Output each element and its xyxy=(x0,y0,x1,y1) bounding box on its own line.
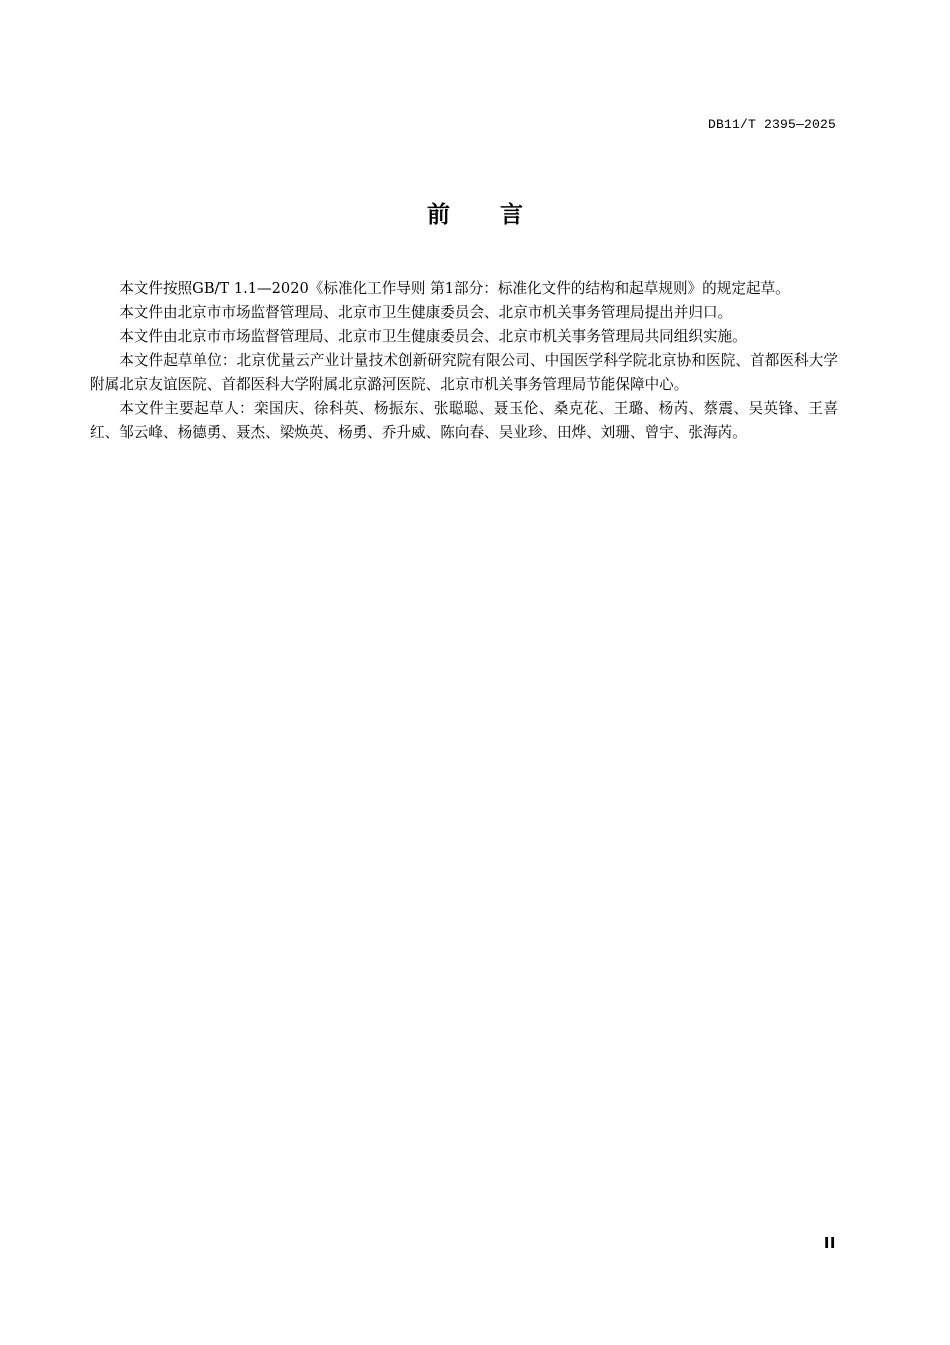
foreword-body xyxy=(90,277,838,445)
paragraph-drafters: 本文件主要起草人：栾国庆、徐科英、杨振东、张聪聪、聂玉伦、桑克花、王璐、杨芮、蔡震、吴英锋、王喜红、邹云峰、杨德勇、聂杰、梁焕英、杨勇、乔升威、陈向春、吴业珍、田烨、刘珊、曾宇、张海芮。 xyxy=(90,400,838,441)
paragraph-implementer: 本文件由北京市市场监督管理局、北京市卫生健康委员会、北京市机关事务管理局共同组织实施。 xyxy=(119,328,747,345)
paragraph-drafting-units: 本文件起草单位：北京优量云产业计量技术创新研究院有限公司、中国医学科学院北京协和医院、首都医科大学附属北京友谊医院、首都医科大学附属北京潞河医院、北京市机关事务管理局节能保障中心。 xyxy=(90,352,838,393)
document-number: DB11/T 2395—2025 xyxy=(707,117,836,132)
page-title: 前言 xyxy=(427,202,573,228)
paragraph-drafting-rules: 本文件按照GB/T 1.1—2020《标准化工作导则 第1部分：标准化文件的结构和起草规则》的规定起草。 xyxy=(119,280,790,297)
paragraph-proposer: 本文件由北京市市场监督管理局、北京市卫生健康委员会、北京市机关事务管理局提出并归口。 xyxy=(119,304,733,321)
page-number: II xyxy=(823,1234,836,1252)
